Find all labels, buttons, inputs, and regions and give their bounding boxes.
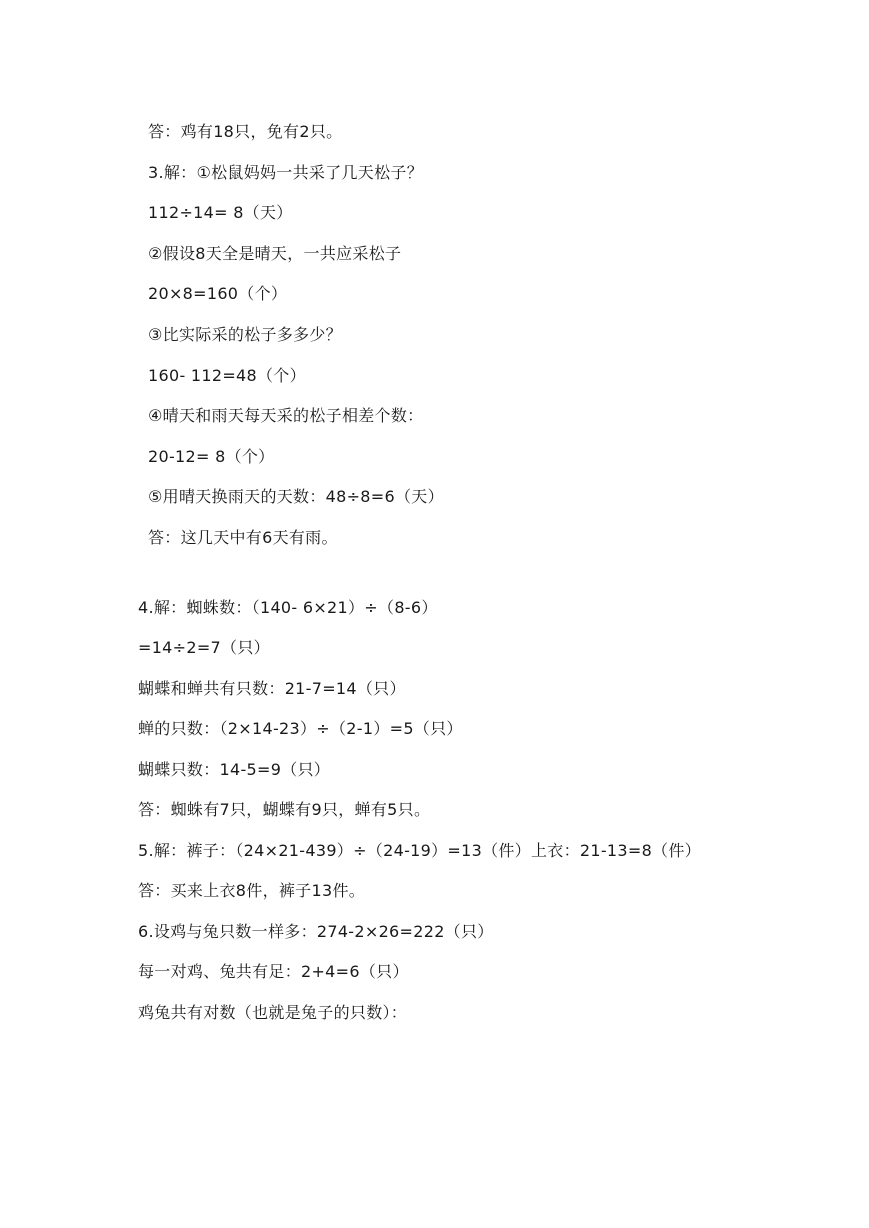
problem-3-step-5: ⑤用晴天换雨天的天数：48÷8=6（天） <box>148 487 444 506</box>
problem-4-answer: 答：蜘蛛有7只，蝴蝶有9只，蝉有5只。 <box>138 800 431 819</box>
problem-3-step-4: ④晴天和雨天每天采的松子相差个数： <box>148 406 424 425</box>
problem-3-step-3: ③比实际采的松子多多少？ <box>148 325 342 344</box>
problem-3-heading: 3.解：①松鼠妈妈一共采了几天松子？ <box>148 163 424 182</box>
answer-chicken-rabbit: 答：鸡有18只，免有2只。 <box>148 122 343 141</box>
problem-4-calc-1: =14÷2=7（只） <box>138 638 270 657</box>
problem-3-answer: 答：这几天中有6天有雨。 <box>148 528 338 547</box>
problem-4-calc-4: 蝴蝶只数：14-5=9（只） <box>138 760 331 779</box>
problem-3-step-3-calc: 160- 112=48（个） <box>148 366 306 385</box>
problem-4-heading: 4.解：蜘蛛数：（140- 6×21）÷（8-6） <box>138 598 438 617</box>
problem-3-step-4-calc: 20-12= 8（个） <box>148 447 275 466</box>
problem-4-calc-3: 蝉的只数：（2×14-23）÷（2-1）=5（只） <box>138 719 463 738</box>
problem-3-step-2-calc: 20×8=160（个） <box>148 284 288 303</box>
problem-3-step-2: ②假设8天全是晴天，一共应采松子 <box>148 244 402 263</box>
problem-5-heading: 5.解：裤子：（24×21-439）÷（24-19）=13（件）上衣：21-13=8（件） <box>138 841 701 860</box>
problem-3-step-1-calc: 112÷14= 8（天） <box>148 203 293 222</box>
problem-6-heading: 6.设鸡与兔只数一样多：274-2×26=222（只） <box>138 922 494 941</box>
problem-6-calc-1: 每一对鸡、兔共有足：2+4=6（只） <box>138 962 409 981</box>
problem-4-calc-2: 蝴蝶和蝉共有只数：21-7=14（只） <box>138 679 406 698</box>
problem-5-answer: 答：买来上衣8件，裤子13件。 <box>138 881 366 900</box>
problem-6-calc-2: 鸡兔共有对数（也就是兔子的只数）： <box>138 1003 408 1022</box>
